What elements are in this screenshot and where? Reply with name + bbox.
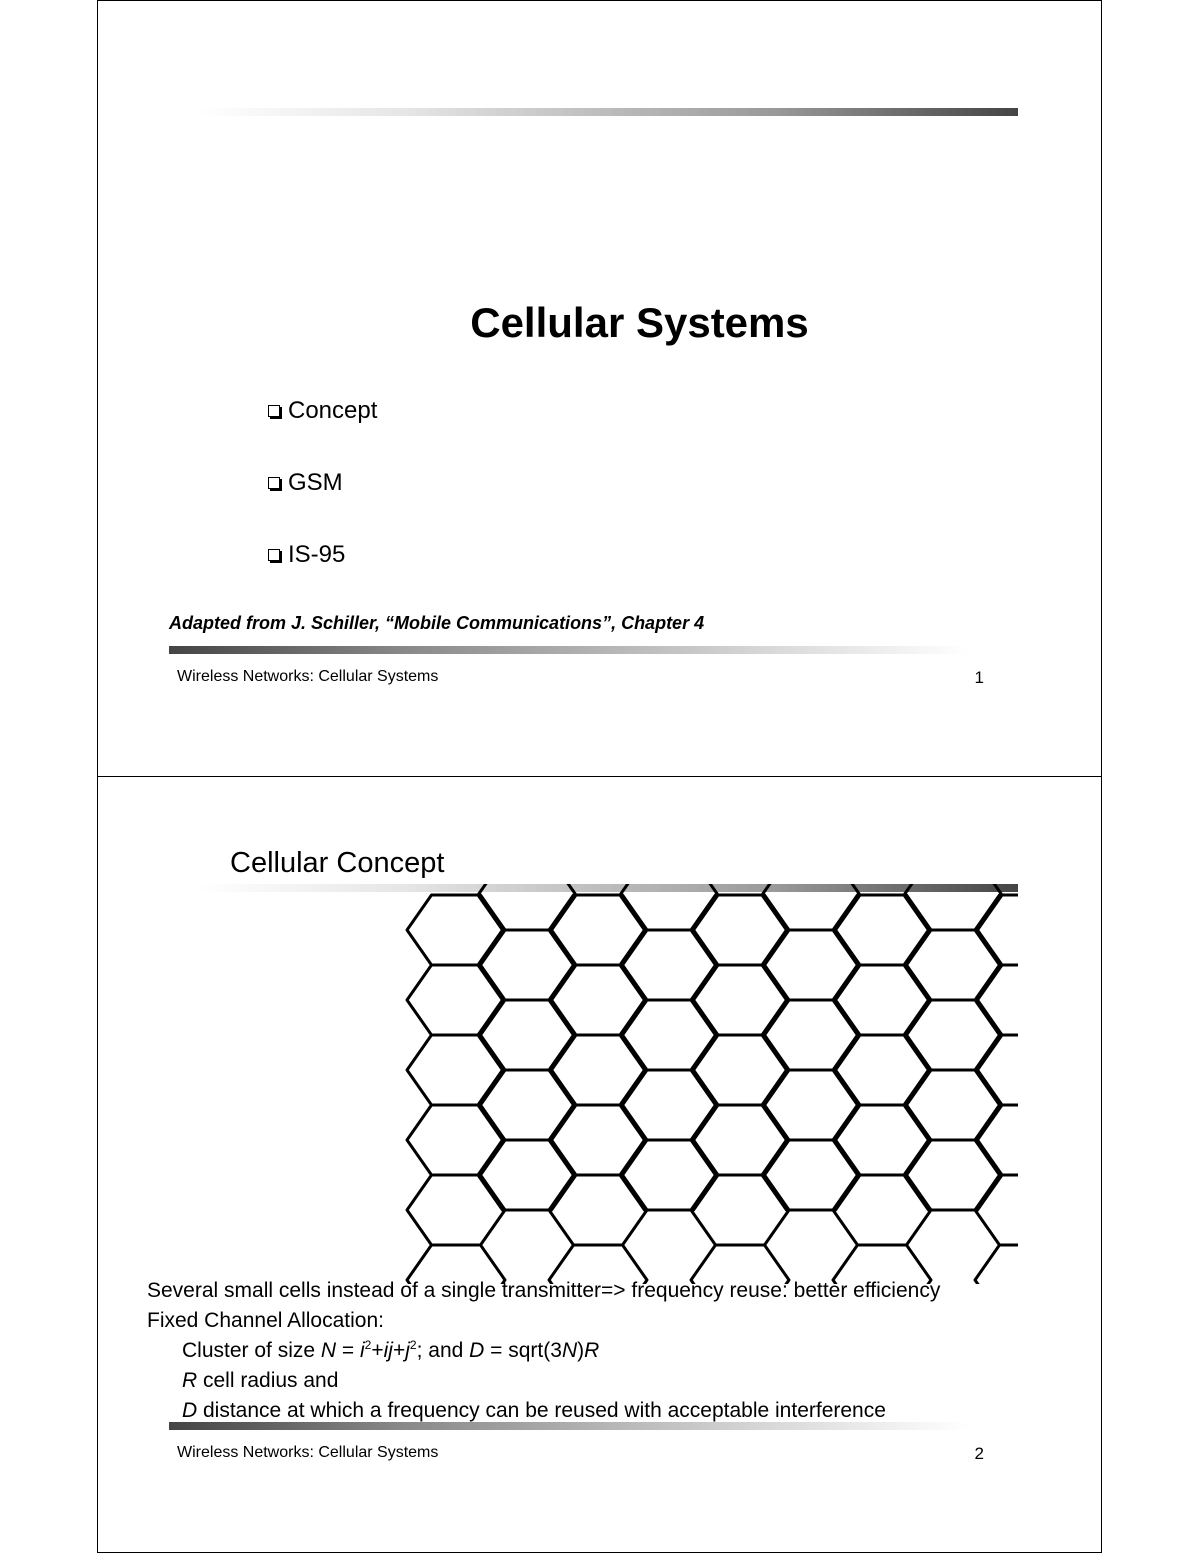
hexagon-cell bbox=[691, 965, 789, 1035]
hexagon-cell bbox=[691, 1035, 789, 1105]
hexagon-cell bbox=[762, 884, 860, 930]
hexagon-cell bbox=[478, 1140, 576, 1210]
hexagon-cell bbox=[833, 1175, 931, 1245]
header-bar bbox=[198, 108, 1018, 116]
hexagon-cell-grid bbox=[398, 884, 1018, 1284]
hexagon-cell bbox=[549, 1105, 647, 1175]
topic-list bbox=[268, 397, 377, 613]
hexagon-cell bbox=[762, 1140, 860, 1210]
hexagon-cell bbox=[833, 895, 931, 965]
hexagon-cell bbox=[904, 884, 1002, 930]
hexagon-cell bbox=[762, 930, 860, 1000]
slide-body bbox=[147, 1276, 940, 1426]
hexagon-cell bbox=[975, 1105, 1018, 1175]
hexagon-cell bbox=[407, 1105, 505, 1175]
cluster-formula: Cluster of size $N = i^2+ij+j^2$; and D = sqrt(3N)R bbox=[182, 1338, 600, 1362]
radius-definition: R cell radius and bbox=[182, 1369, 339, 1392]
hexagon-cell bbox=[549, 1175, 647, 1245]
hexagon-cell bbox=[549, 1035, 647, 1105]
slide-title: Cellular Systems bbox=[470, 299, 809, 346]
footer-bar bbox=[169, 1422, 969, 1430]
hexagon-cell bbox=[975, 1175, 1018, 1245]
checkbox-bullet-icon bbox=[268, 477, 280, 489]
hexagon-cell bbox=[478, 884, 576, 930]
topic-item: GSM bbox=[268, 469, 377, 541]
footer-text: Wireless Networks: Cellular Systems bbox=[177, 668, 439, 685]
hexagon-cell bbox=[691, 1175, 789, 1245]
hexagon-cell bbox=[620, 1140, 718, 1210]
footer-text: Wireless Networks: Cellular Systems bbox=[177, 1444, 439, 1461]
hexagon-cell bbox=[407, 1035, 505, 1105]
hexagon-cell bbox=[762, 1000, 860, 1070]
hexagon-cell bbox=[478, 930, 576, 1000]
hexagon-cell bbox=[478, 1000, 576, 1070]
page-number: 1 bbox=[974, 668, 984, 687]
hexagon-cell bbox=[620, 1070, 718, 1140]
attribution: Adapted from J. Schiller, “Mobile Communications”, Chapter 4 bbox=[169, 613, 705, 633]
hexagon-cell bbox=[691, 895, 789, 965]
page-number: 2 bbox=[974, 1444, 984, 1463]
hexagon-cell bbox=[620, 930, 718, 1000]
topic-item: IS-95 bbox=[268, 541, 377, 613]
hexagon-cell bbox=[833, 1105, 931, 1175]
hexagon-cell bbox=[975, 1245, 1018, 1284]
body-line: Fixed Channel Allocation: bbox=[147, 1309, 384, 1332]
footer-bar bbox=[169, 646, 969, 654]
hexagon-cell bbox=[904, 930, 1002, 1000]
distance-definition: D distance at which a frequency can be reused with acceptable interference bbox=[182, 1399, 886, 1422]
hexagon-cell bbox=[975, 895, 1018, 965]
hexagon-cell bbox=[833, 965, 931, 1035]
hexagon-cell bbox=[975, 1035, 1018, 1105]
body-line: Several small cells instead of a single transmitter=> frequency reuse: better efficiency bbox=[147, 1279, 941, 1302]
hexagon-cell bbox=[620, 1000, 718, 1070]
slide-title: Cellular Concept bbox=[230, 847, 445, 879]
hexagon-cell bbox=[407, 895, 505, 965]
hexagon-cell bbox=[904, 1140, 1002, 1210]
hexagon-cell bbox=[549, 965, 647, 1035]
hexagon-cell bbox=[762, 1070, 860, 1140]
hexagon-cell bbox=[407, 1175, 505, 1245]
slide-1 bbox=[97, 0, 1102, 777]
hexagon-cell bbox=[904, 1000, 1002, 1070]
hexagon-cell bbox=[975, 965, 1018, 1035]
hexagon-cell bbox=[620, 884, 718, 930]
hexagon-cell bbox=[691, 1105, 789, 1175]
checkbox-bullet-icon bbox=[268, 549, 280, 561]
hexagon-cell bbox=[549, 895, 647, 965]
slide-2 bbox=[97, 776, 1102, 1553]
checkbox-bullet-icon bbox=[268, 405, 280, 417]
hexagon-cell bbox=[407, 965, 505, 1035]
hexagon-cell bbox=[478, 1070, 576, 1140]
hexagon-cell bbox=[904, 1070, 1002, 1140]
hexagon-cell bbox=[833, 1035, 931, 1105]
topic-item: Concept bbox=[268, 397, 377, 469]
